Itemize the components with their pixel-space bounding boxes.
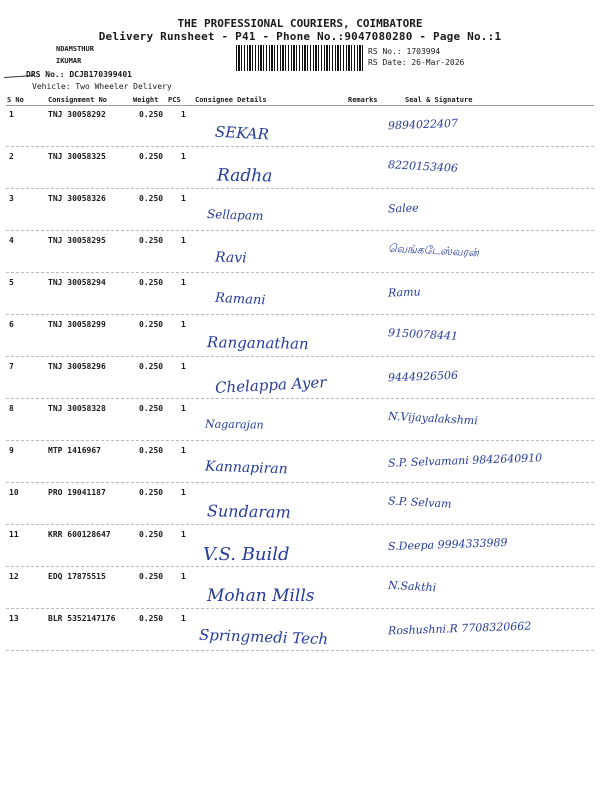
col-sno: S No	[7, 96, 24, 104]
col-consignee: Consignee Details	[195, 96, 267, 104]
row-weight: 0.250	[139, 404, 164, 413]
row-pcs: 1	[181, 194, 186, 203]
row-weight: 0.250	[139, 614, 164, 623]
runsheet-title: Delivery Runsheet - P41 - Phone No.:9047080280 - Page No.:1	[98, 30, 502, 43]
row-sno: 1	[9, 110, 14, 119]
row-consignment: TNJ 30058326	[48, 194, 106, 203]
row-weight: 0.250	[139, 362, 164, 371]
col-seal: Seal & Signature	[405, 96, 473, 104]
consignee-name: Mohan Mills	[207, 586, 315, 606]
row-pcs: 1	[181, 488, 186, 497]
row-consignment: KRR 600128647	[48, 530, 111, 539]
consignee-name: Ravi	[214, 249, 247, 267]
consignee-name: Ranganathan	[206, 333, 309, 353]
col-pcs: PCS	[168, 96, 181, 104]
signature: வெங்கடேஸ்வரன்	[387, 241, 480, 260]
row-divider	[6, 482, 594, 483]
signature: Ramu	[387, 285, 421, 300]
rs-date: RS Date: 26-Mar-2026	[368, 58, 465, 67]
signature: S.Deepa 9994333989	[387, 535, 508, 554]
row-sno: 12	[9, 572, 19, 581]
row-consignment: TNJ 30058299	[48, 320, 106, 329]
row-consignment: TNJ 30058294	[48, 278, 106, 287]
signature: 8220153406	[387, 158, 459, 175]
row-divider	[6, 650, 594, 651]
drs-number: DRS No.: DCJB170399401	[26, 70, 132, 79]
row-consignment: BLR 5352147176	[48, 614, 116, 623]
row-weight: 0.250	[139, 530, 164, 539]
consignee-name: SEKAR	[214, 122, 270, 144]
signature: S.P. Selvam	[387, 494, 452, 511]
row-sno: 8	[9, 404, 14, 413]
row-consignment: TNJ 30058296	[48, 362, 106, 371]
row-consignment: MTP 1416967	[48, 446, 101, 455]
signature: N.Vijayalakshmi	[387, 409, 479, 428]
row-divider	[6, 398, 594, 399]
row-weight: 0.250	[139, 488, 164, 497]
row-weight: 0.250	[139, 278, 164, 287]
signature: N.Sakthi	[387, 578, 437, 595]
consignee-name: Chelappa Ayer	[214, 373, 327, 397]
signature: Salee	[387, 201, 419, 216]
row-sno: 5	[9, 278, 14, 287]
row-pcs: 1	[181, 572, 186, 581]
row-weight: 0.250	[139, 152, 164, 161]
row-pcs: 1	[181, 446, 186, 455]
rs-number: RS No.: 1703994	[368, 47, 441, 56]
row-consignment: TNJ 30058292	[48, 110, 106, 119]
row-weight: 0.250	[139, 236, 164, 245]
row-divider	[6, 272, 594, 273]
row-divider	[6, 440, 594, 441]
row-divider	[6, 524, 594, 525]
signature: 9150078441	[387, 326, 459, 343]
employee-name-line2: IKUMAR	[56, 57, 82, 65]
consignee-name: Ramani	[214, 290, 266, 309]
consignee-name: Sundaram	[206, 501, 291, 522]
row-pcs: 1	[181, 362, 186, 371]
consignee-name: Radha	[216, 165, 273, 187]
row-pcs: 1	[181, 614, 186, 623]
row-sno: 10	[9, 488, 19, 497]
row-sno: 6	[9, 320, 14, 329]
row-consignment: PRO 19041187	[48, 488, 106, 497]
row-pcs: 1	[181, 404, 186, 413]
row-pcs: 1	[181, 236, 186, 245]
row-sno: 7	[9, 362, 14, 371]
row-consignment: EDQ 17875515	[48, 572, 106, 581]
consignee-name: Kannapiran	[204, 458, 288, 478]
row-sno: 2	[9, 152, 14, 161]
company-name: THE PROFESSIONAL COURIERS, COIMBATORE	[177, 17, 423, 30]
row-weight: 0.250	[139, 110, 164, 119]
row-weight: 0.250	[139, 572, 164, 581]
consignee-name: V.S. Build	[203, 544, 290, 565]
row-divider	[6, 146, 594, 147]
signature: 9444926506	[387, 368, 459, 385]
consignee-name: Nagarajan	[204, 417, 264, 432]
signature: Roshushni.R 7708320662	[387, 619, 532, 638]
row-divider	[6, 566, 594, 567]
row-divider	[6, 314, 594, 315]
row-weight: 0.250	[139, 194, 164, 203]
row-pcs: 1	[181, 152, 186, 161]
consignee-name: Springmedi Tech	[198, 625, 329, 649]
barcode	[236, 45, 364, 71]
col-weight: Weight	[133, 96, 159, 104]
consignee-name: Sellapam	[206, 207, 264, 223]
signature: S.P. Selvamani 9842640910	[387, 451, 543, 470]
row-consignment: TNJ 30058295	[48, 236, 106, 245]
row-sno: 13	[9, 614, 19, 623]
row-divider	[6, 608, 594, 609]
row-divider	[6, 230, 594, 231]
row-sno: 11	[9, 530, 19, 539]
row-consignment: TNJ 30058328	[48, 404, 106, 413]
vehicle-type: Vehicle: Two Wheeler Delivery	[32, 82, 172, 91]
row-consignment: TNJ 30058325	[48, 152, 106, 161]
row-divider	[6, 356, 594, 357]
row-pcs: 1	[181, 320, 186, 329]
col-consignment: Consignment No	[48, 96, 108, 104]
row-sno: 4	[9, 236, 14, 245]
row-pcs: 1	[181, 530, 186, 539]
row-pcs: 1	[181, 278, 186, 287]
row-sno: 9	[9, 446, 14, 455]
row-weight: 0.250	[139, 446, 164, 455]
row-divider	[6, 188, 594, 189]
employee-name-line1: NDAMSTHUR	[56, 45, 94, 53]
row-sno: 3	[9, 194, 14, 203]
col-remarks: Remarks	[348, 96, 378, 104]
row-weight: 0.250	[139, 320, 164, 329]
row-pcs: 1	[181, 110, 186, 119]
signature: 9894022407	[387, 116, 459, 133]
